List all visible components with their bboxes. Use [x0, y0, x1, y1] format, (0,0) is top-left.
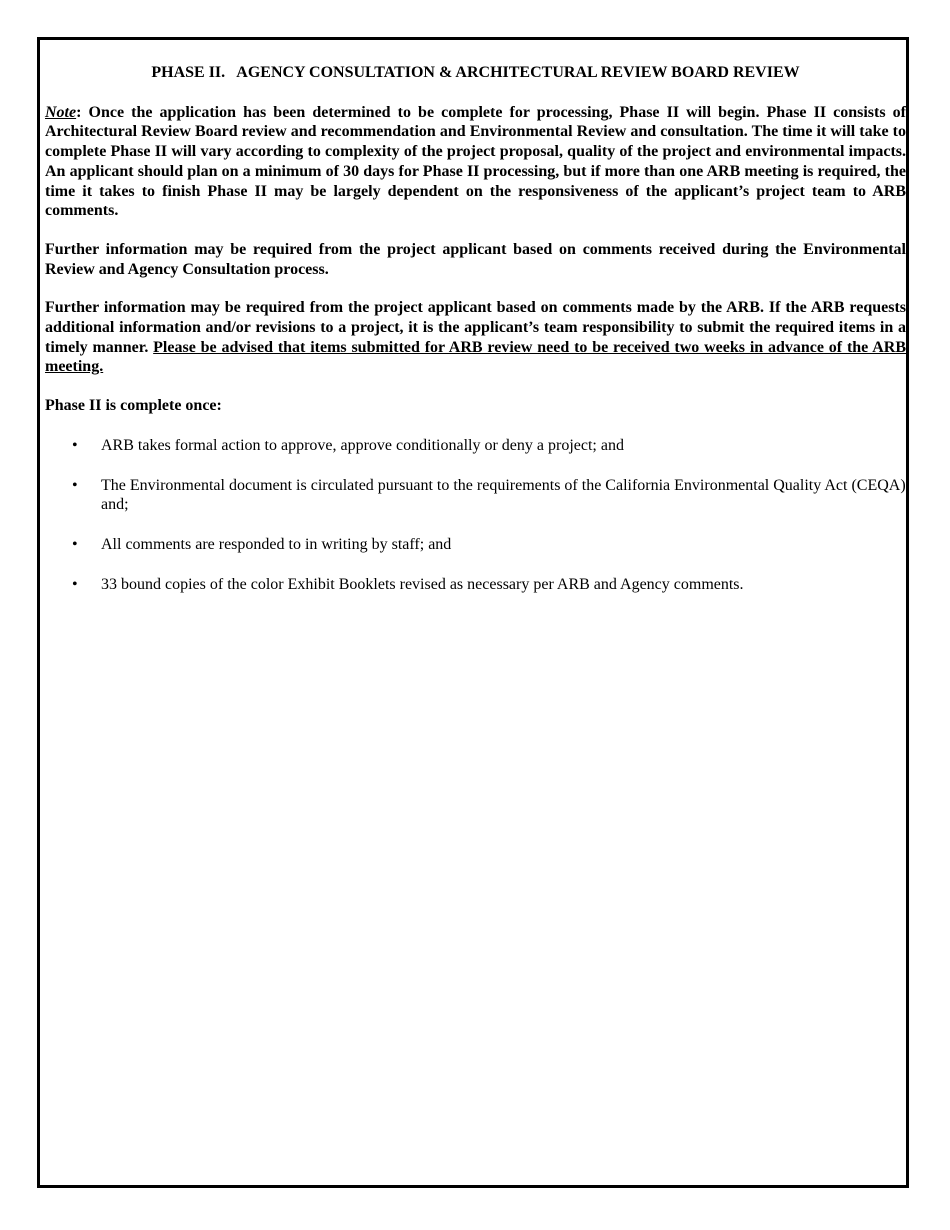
- list-item-text: 33 bound copies of the color Exhibit Booklets revised as necessary per ARB and Agency comments.: [101, 575, 744, 593]
- note-text: Once the application has been determined to be complete for processing, Phase II will begin. Phase II consists of Architectural Review Board review and recommendation and Environmental Review and consultation. The time it will take to complete Phase II will vary according to complexity of the project proposal, quality of the project and environmental impacts. An applicant should plan on a minimum of 30 days for Phase II processing, but if more than one ARB meeting is required, the time it takes to finish Phase II may be largely dependent on the responsiveness of the applicant’s project team to ARB comments.: [45, 103, 906, 220]
- page-title: PHASE II. AGENCY CONSULTATION & ARCHITECTURAL REVIEW BOARD REVIEW: [151, 64, 800, 81]
- bullet-icon: •: [72, 535, 78, 553]
- list-item-text: ARB takes formal action to approve, approve conditionally or deny a project; and: [101, 436, 624, 454]
- arb-deadline-notice: Please be advised that items submitted for ARB review need to be received two weeks in advance of the ARB meeting.: [45, 338, 907, 376]
- list-item-text: The Environmental document is circulated pursuant to the requirements of the California Environmental Quality Act (CEQA) and;: [101, 476, 906, 514]
- arb-paragraph-text: Further information may be required from the project applicant based on comments made by the ARB. If the ARB requests additional information and/or revisions to a project, it is the applicant’s team responsibility to submit the required items in a timely manner.: [45, 299, 906, 356]
- note-paragraph: [45, 103, 906, 221]
- document-content: [45, 63, 906, 614]
- list-item: [45, 535, 906, 555]
- bullet-icon: •: [72, 436, 78, 454]
- list-item: [45, 476, 906, 515]
- note-label: Note: [45, 103, 77, 121]
- list-item: [45, 575, 906, 595]
- arb-paragraph: [45, 298, 906, 377]
- list-item-text: All comments are responded to in writing by staff; and: [101, 535, 452, 553]
- bullet-icon: •: [72, 476, 78, 494]
- environmental-review-paragraph: Further information may be required from the project applicant based on comments received during the Environmental Review and Agency Consultation process.: [45, 240, 906, 278]
- phase-complete-heading: Phase II is complete once:: [45, 397, 222, 415]
- bullet-icon: •: [72, 575, 78, 593]
- note-colon: :: [76, 103, 82, 121]
- completion-criteria-list: [45, 436, 906, 595]
- list-item: [45, 436, 906, 456]
